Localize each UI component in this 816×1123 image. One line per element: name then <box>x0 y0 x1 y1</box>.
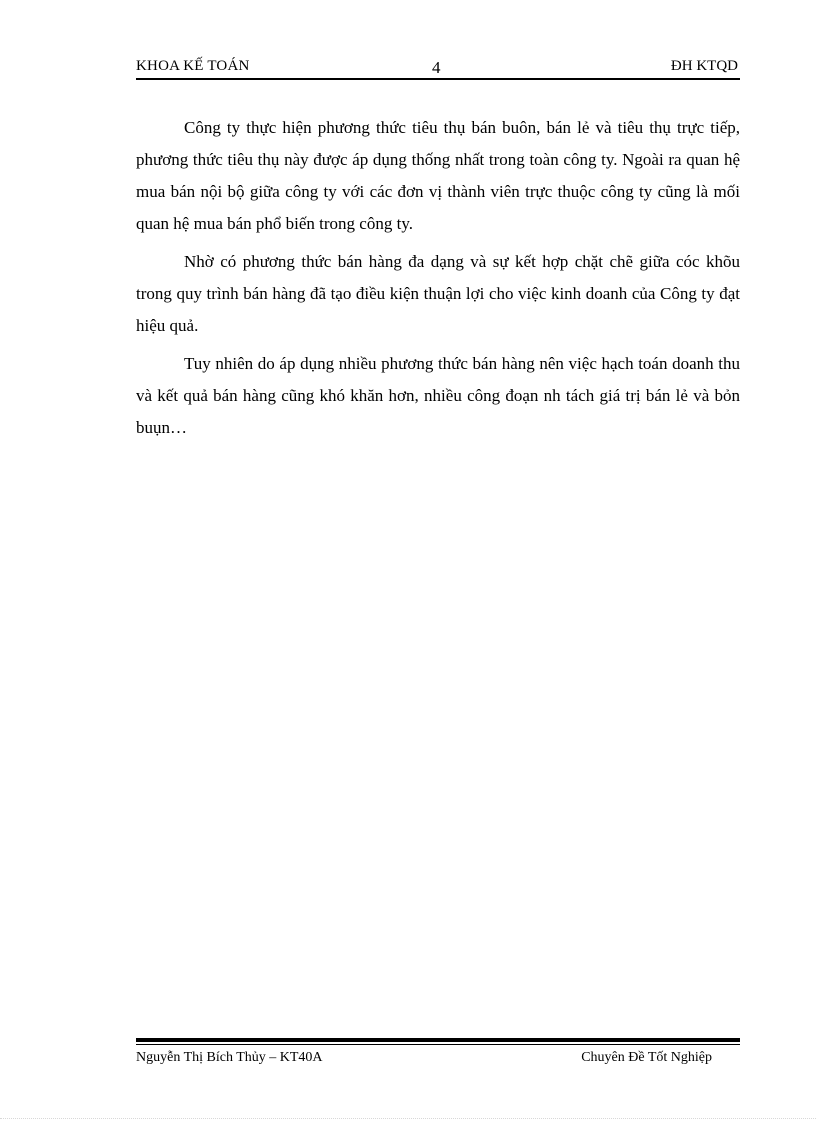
page-footer <box>136 1048 740 1070</box>
document-body <box>136 112 740 450</box>
header-faculty: KHOA KẾ TOÁN <box>136 58 250 74</box>
header-divider <box>136 78 740 80</box>
footer-title: Chuyên Đề Tốt Nghiệp <box>581 1050 712 1065</box>
footer-divider-thick <box>136 1038 740 1042</box>
paragraph: Công ty thực hiện phương thức tiêu thụ bán buôn, bán lẻ và tiêu thụ trực tiếp, phương thức tiêu thụ này được áp dụng thống nhất trong toàn công ty. Ngoài ra quan hệ mua bán nội bộ giữa công ty với các đơn vị thành viên trực thuộc công ty cũng là mối quan hệ mua bán phổ biến trong công ty. <box>136 118 740 233</box>
paragraph: Nhờ có phương thức bán hàng đa dạng và sự kết hợp chặt chẽ giữa cóc khõu trong quy trình bán hàng đã tạo điều kiện thuận lợi cho việc kinh doanh của Công ty đạt hiệu quả. <box>136 252 740 335</box>
page-bottom-border <box>0 1118 816 1119</box>
paragraph: Tuy nhiên do áp dụng nhiều phương thức bán hàng nên việc hạch toán doanh thu và kết quả bán hàng cũng khó khăn hơn, nhiều công đoạn nh tách giá trị bán lẻ và bỏn buụn… <box>136 354 740 437</box>
page-number: 4 <box>432 58 441 77</box>
header-university: ĐH KTQD <box>670 58 738 74</box>
footer-author: Nguyễn Thị Bích Thủy – KT40A <box>136 1050 323 1065</box>
footer-divider-thin <box>136 1044 740 1045</box>
page-header <box>136 56 740 80</box>
